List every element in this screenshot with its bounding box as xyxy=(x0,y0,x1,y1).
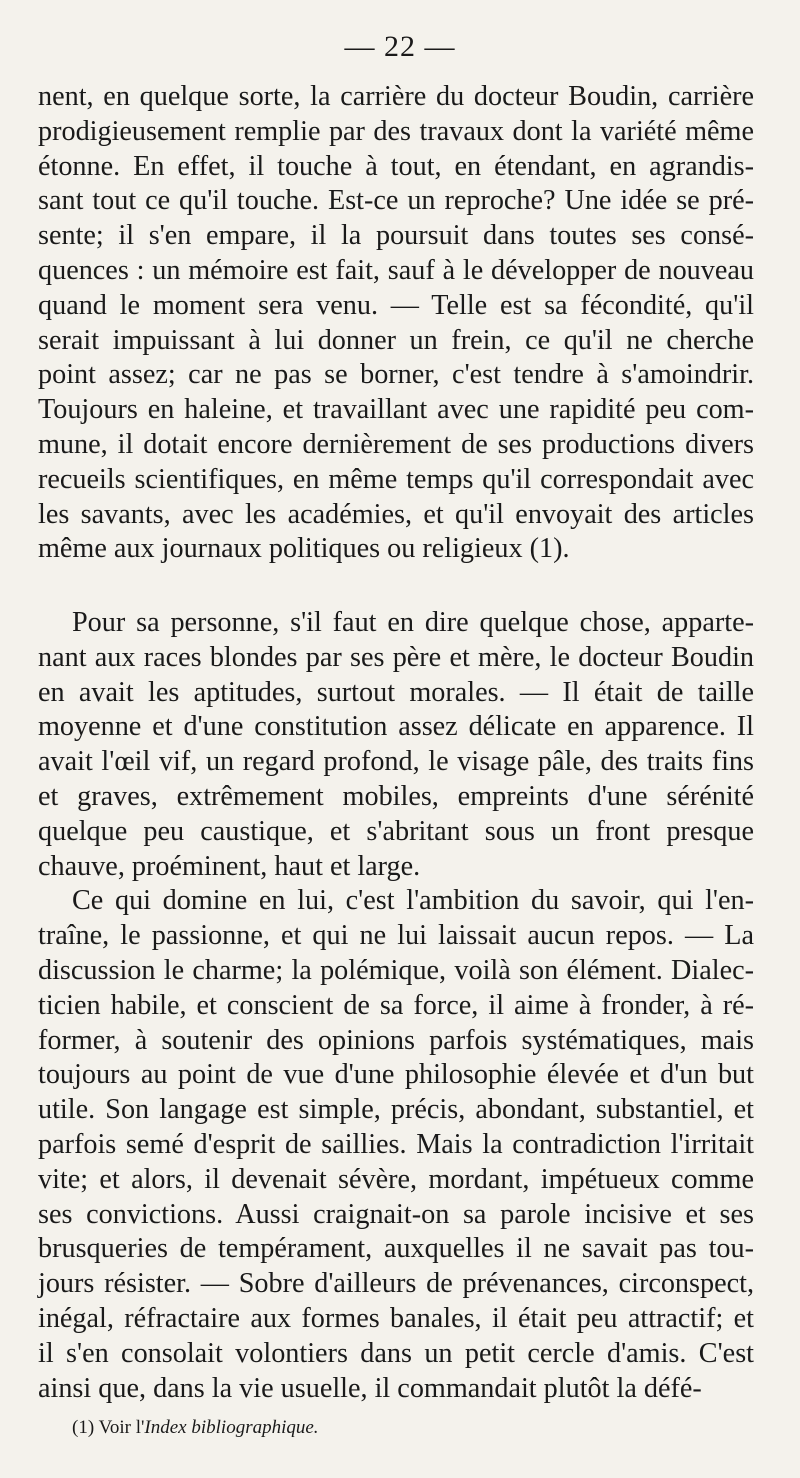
text-line: avait l'œil vif, un regard profond, le visage pâle, des traits fins xyxy=(38,746,754,778)
page-number: — 22 — xyxy=(344,30,456,63)
text-line: toujours au point de vue d'une philosophie élevée et d'un but xyxy=(38,1059,754,1091)
text-line: en avait les aptitudes, surtout morales. — Il était de taille xyxy=(38,676,754,708)
text-line: ses convictions. Aussi craignait-on sa parole incisive et ses xyxy=(38,1198,754,1230)
text-line: les savants, avec les académies, et qu'il envoyait des articles xyxy=(38,498,754,530)
text-line: quences : un mémoire est fait, sauf à le développer de nouveau xyxy=(38,254,754,286)
text-line: moyenne et d'une constitution assez délicate en apparence. Il xyxy=(38,711,754,743)
text-line: recueils scientifiques, en même temps qu'il correspondait avec xyxy=(38,463,754,495)
text-line: Toujours en haleine, et travaillant avec une rapidité peu com- xyxy=(38,394,754,426)
text-line: vite; et alors, il devenait sévère, mordant, impétueux comme xyxy=(38,1163,754,1195)
text-line: et graves, extrêmement mobiles, empreints d'une sérénité xyxy=(38,780,754,812)
footnote xyxy=(72,1417,319,1439)
text-line: serait impuissant à lui donner un frein, ce qu'il ne cherche xyxy=(38,324,754,356)
text-line: inégal, réfractaire aux formes banales, il était peu attractif; et xyxy=(38,1302,754,1334)
text-line: utile. Son langage est simple, précis, abondant, substantiel, et xyxy=(38,1094,754,1126)
text-line: chauve, proéminent, haut et large. xyxy=(38,850,421,882)
text-line: nent, en quelque sorte, la carrière du docteur Boudin, carrière xyxy=(38,81,754,112)
text-line: brusqueries de tempérament, auxquelles il ne savait pas tou- xyxy=(38,1233,754,1265)
text-line: ainsi que, dans la vie usuelle, il commandait plutôt la défé- xyxy=(38,1372,702,1404)
footnote-text: Voir l' xyxy=(98,1417,145,1438)
text-line: même aux journaux politiques ou religieux (1). xyxy=(38,533,570,565)
text-line: prodigieusement remplie par des travaux dont la variété même xyxy=(38,115,754,147)
text-line: Ce qui domine en lui, c'est l'ambition du savoir, qui l'en- xyxy=(72,885,754,917)
text-line: ticien habile, et conscient de sa force, il aime à fronder, à ré- xyxy=(38,989,754,1021)
text-line: étonne. En effet, il touche à tout, en étendant, en agrandis- xyxy=(38,150,754,182)
text-line: sant tout ce qu'il touche. Est-ce un reproche? Une idée se pré- xyxy=(38,185,754,217)
text-line: mune, il dotait encore dernièrement de ses productions divers xyxy=(38,428,754,460)
text-line: traîne, le passionne, et qui ne lui laissait aucun repos. — La xyxy=(38,920,754,952)
text-line: parfois semé d'esprit de saillies. Mais la contradiction l'irritait xyxy=(38,1128,754,1160)
text-line: quelque peu caustique, et s'abritant sous un front presque xyxy=(38,815,754,847)
footnote-marker: (1) xyxy=(72,1417,95,1438)
text-line: sente; il s'en empare, il la poursuit dans toutes ses consé- xyxy=(38,220,754,252)
footnote-italic: Index bibliographique. xyxy=(144,1417,319,1438)
text-line: quand le moment sera venu. — Telle est sa fécondité, qu'il xyxy=(38,289,754,321)
paragraph-continued xyxy=(38,80,754,567)
text-line: point assez; car ne pas se borner, c'est tendre à s'amoindrir. xyxy=(38,359,754,391)
text-line: il s'en consolait volontiers dans un petit cercle d'amis. C'est xyxy=(38,1337,754,1369)
text-line: Pour sa personne, s'il faut en dire quelque chose, apparte- xyxy=(72,607,754,638)
paragraph-portrait xyxy=(38,606,754,1406)
text-line: discussion le charme; la polémique, voilà son élément. Dialec- xyxy=(38,954,754,986)
text-line: former, à soutenir des opinions parfois systématiques, mais xyxy=(38,1024,754,1056)
text-line: nant aux races blondes par ses père et mère, le docteur Boudin xyxy=(38,641,754,673)
text-line: jours résister. — Sobre d'ailleurs de prévenances, circonspect, xyxy=(38,1268,754,1300)
